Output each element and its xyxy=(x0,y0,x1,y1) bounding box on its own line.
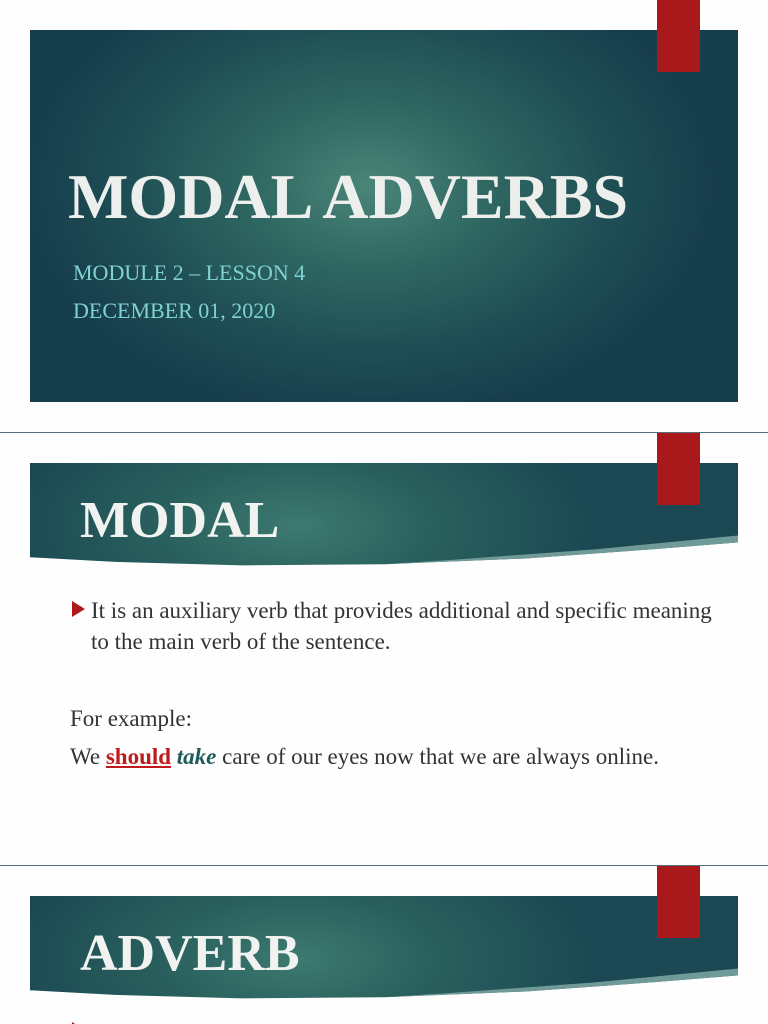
example-sentence xyxy=(70,741,690,772)
section-heading: ADVERB xyxy=(80,925,300,982)
title-slide xyxy=(0,0,768,432)
red-accent-tab xyxy=(657,866,700,938)
red-accent-tab xyxy=(657,433,700,505)
modal-slide xyxy=(0,433,768,865)
main-verb-keyword: take xyxy=(176,744,217,769)
bullet-arrow-icon xyxy=(72,601,85,617)
section-heading: MODAL xyxy=(80,492,280,549)
example-text-before: We xyxy=(70,744,106,769)
modal-keyword: should xyxy=(105,744,172,769)
red-accent-tab xyxy=(657,0,700,72)
example-label: For example: xyxy=(70,706,192,731)
definition-text: It is an auxiliary verb that provides additional and specific meaning to the main verb of the sentence. xyxy=(91,598,712,654)
module-lesson-subtitle: MODULE 2 – LESSON 4 xyxy=(73,260,306,285)
date-subtitle: DECEMBER 01, 2020 xyxy=(73,298,276,323)
definition-bullet xyxy=(72,595,712,657)
adverb-slide xyxy=(0,866,768,1024)
example-text-after: care of our eyes now that we are always online. xyxy=(216,744,659,769)
presentation-title: MODAL ADVERBS xyxy=(68,161,629,232)
